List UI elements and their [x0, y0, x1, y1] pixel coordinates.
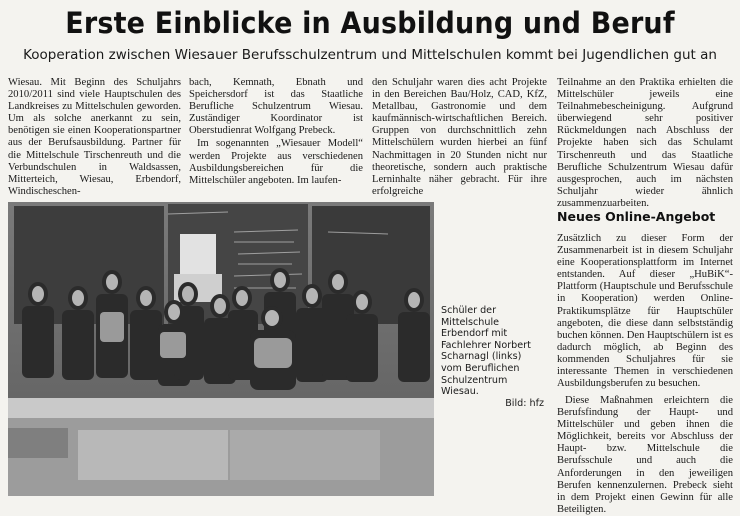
- headline: Erste Einblicke in Ausbildung und Beruf: [65, 6, 675, 40]
- column-3-text: den Schuljahr waren dies acht Projekte in den Bereichen Bau/Holz, CAD, KfZ, Metallbau, Gastronomie und dem kaufmännisch-wirtschaftlichen Bereich. Gruppen von durchschnittlich zehn Mittelschülern wurden hierbei an fünf Nachmittagen in 20 Stunden nicht nur theoretische, sondern auch praktische Lerninhalte näher gebracht. Für ihre erfolgreiche: [372, 77, 547, 197]
- subheadline: Kooperation zwischen Wiesauer Berufsschulzentrum und Mittelschulen kommt bei Jugendlichen gut an: [23, 47, 717, 63]
- caption-text: Schüler der Mittelschule Erbendorf mit Fachlehrer Norbert Scharnagl (links) vom Beruflichen Schulzentrum Wiesau.: [441, 305, 531, 398]
- column-3: [372, 77, 547, 198]
- column-2-text-b: Im sogenannten „Wiesauer Modell“ werden Projekte aus verschiedenen Ausbildungsbereichen für die Mittelschüler angeboten. Im laufen-: [189, 138, 363, 186]
- column-2: [189, 77, 363, 187]
- column-4-text-c: Diese Maßnahmen erleichtern die Berufsfindung der Haupt- und Mittelschüler und geben ihnen die Möglichkeit, bereits vor Abschluss der Haupt- bzw. Mittelschule die Berufsschule und auch die Anforderungen in den jeweiligen Berufen kennenzulernen. Prebeck sieht in dem Projekt einen Gewinn für alle Beteiligten.: [557, 395, 733, 515]
- photo-caption: [441, 305, 544, 409]
- column-4-c: [557, 395, 733, 516]
- group-photo: [8, 202, 434, 496]
- group-photo-image: [8, 202, 434, 496]
- photo-credit: Bild: hfz: [505, 397, 544, 409]
- column-1: [8, 77, 181, 198]
- column-4: [557, 77, 733, 210]
- column-4-text-a: Teilnahme an den Praktika erhielten die Mittelschüler jeweils eine Teilnahmebescheinigung. Aufgrund überwiegend sehr positiver Rückmeldungen nach Abschluss der Projekte haben sich das Schulamt Tirschenreuth und das Staatliche Berufliche Schulzentrum Wiesau dafür ausgesprochen, auch im nächsten Schuljahr wieder ähnlich zusammenzuarbeiten.: [557, 77, 733, 209]
- section-heading: Neues Online-Angebot: [557, 209, 716, 224]
- column-2-text-a: bach, Kemnath, Ebnath und Speichersdorf ist das Staatliche Berufliche Schulzentrum Wiesau. Zuständiger Koordinator ist Oberstudienrat Wolfgang Prebeck.: [189, 77, 363, 137]
- column-4-text-b: Zusätzlich zu dieser Form der Zusammenarbeit ist in diesem Schuljahr eine Kooperationsplattform im Internet entstanden. Auf dieser „HuBiK“-Plattform (Hauptschule und Berufsschule in Kooperation) werden Online-Praktikumsplätze für Hauptschüler angeboten, die diese dann selbstständig buchen können. Den Hauptschülern ist es dadurch möglich, ab Beginn des kommenden Schuljahres für sie interessante Themen in verschiedenen Ausbildungsberufen zu besuchen.: [557, 233, 733, 390]
- column-4-b: [557, 233, 733, 390]
- column-1-text: Wiesau. Mit Beginn des Schuljahrs 2010/2011 sind viele Hauptschulen des Landkreises zu Mittelschulen geworden. Um als solche anerkannt zu sein, benötigen sie einen Kooperationspartner aus der Berufsausbildung. Partner für die Mittelschule Tirschenreuth und die Verbundschulen in Waldsassen, Mitterteich, Wiesau, Erbendorf, Windischeschen-: [8, 77, 181, 197]
